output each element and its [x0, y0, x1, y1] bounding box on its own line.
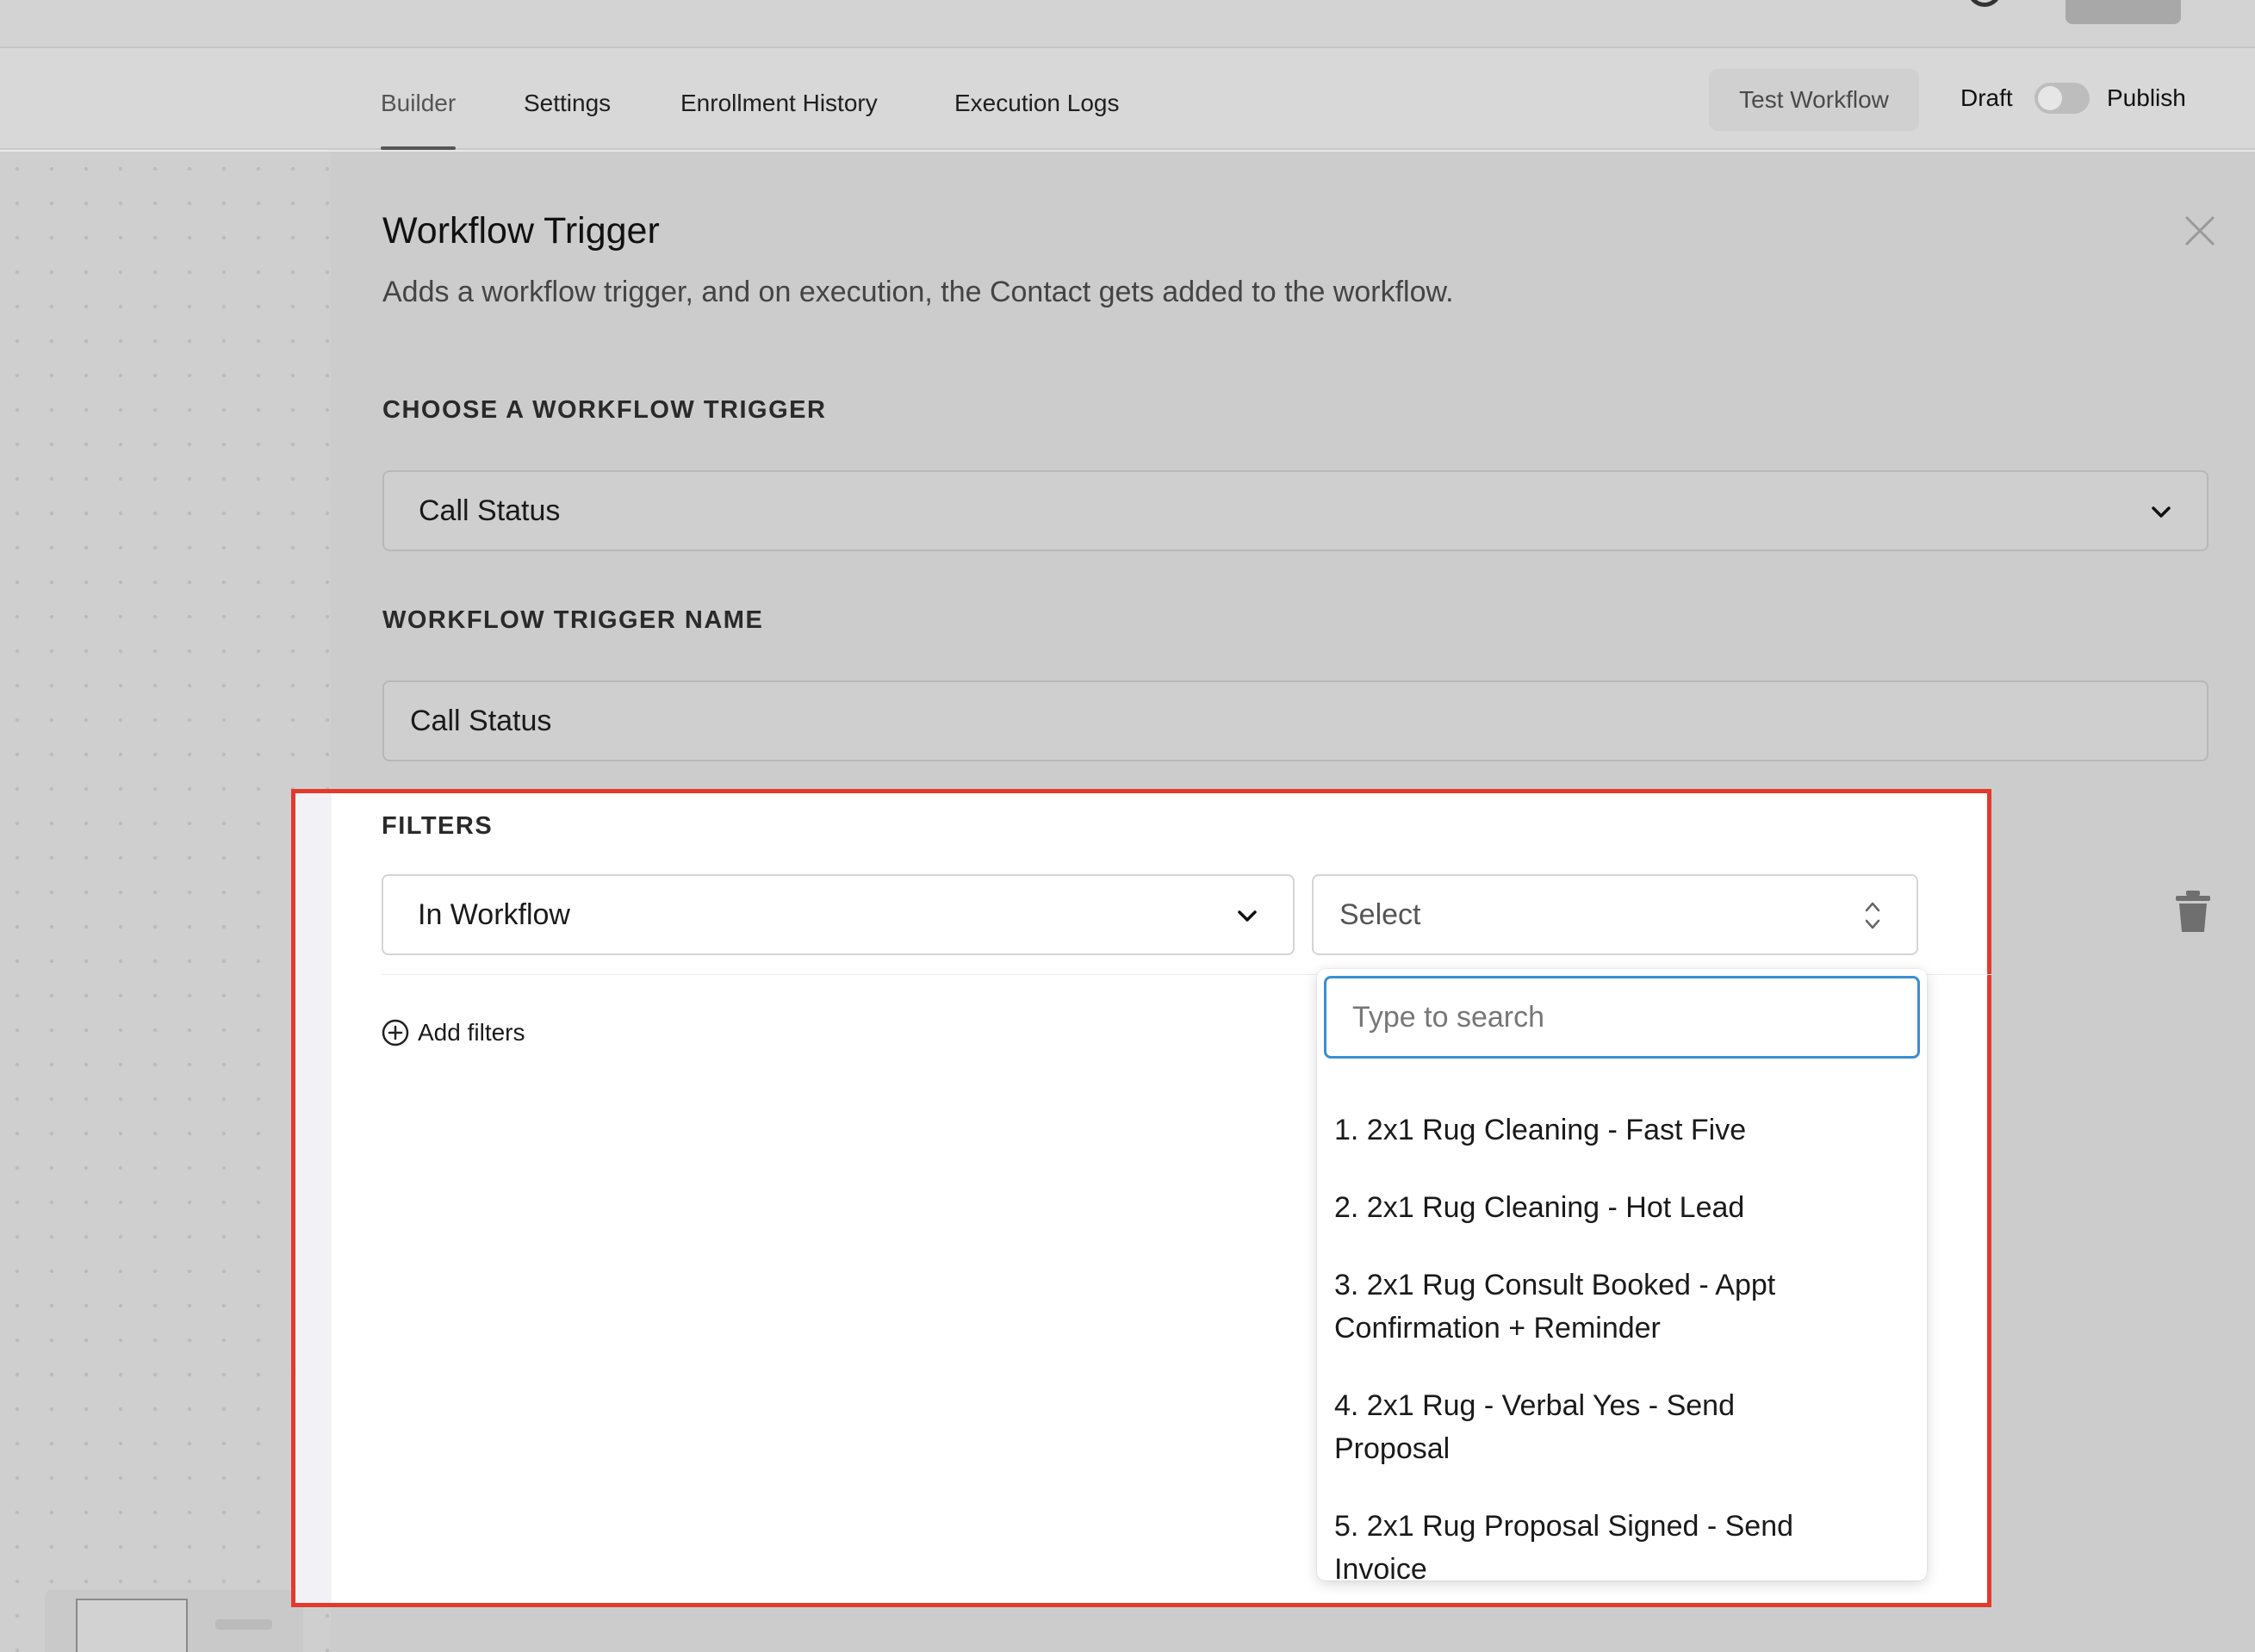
filters-label: FILTERS [382, 812, 494, 840]
workflow-tab-bar [0, 48, 2255, 150]
publish-label: Publish [2107, 84, 2186, 111]
tab-execution-logs[interactable]: Execution Logs [954, 90, 1120, 116]
dropdown-option[interactable]: 3. 2x1 Rug Consult Booked - Appt Confirmation + Reminder [1334, 1269, 1776, 1345]
close-icon[interactable] [2181, 212, 2219, 250]
filters-gutter [295, 793, 332, 1603]
workflow-canvas[interactable] [0, 152, 331, 1652]
trigger-select[interactable] [382, 470, 2208, 551]
sort-arrows-icon [1861, 898, 1884, 933]
add-filters-label: Add filters [418, 1019, 525, 1046]
trigger-name-label: WORKFLOW TRIGGER NAME [382, 606, 764, 634]
dropdown-search-input[interactable] [1324, 976, 1920, 1059]
filter-value-select[interactable] [1312, 874, 1918, 955]
tab-builder[interactable]: Builder [381, 90, 456, 150]
panel-subtitle: Adds a workflow trigger, and on execution, the Contact gets added to the workflow. [382, 276, 1454, 308]
publish-toggle[interactable] [2034, 83, 2090, 114]
trigger-select-value: Call Status [419, 494, 561, 527]
filter-field-value: In Workflow [418, 897, 570, 931]
minimap-viewport [76, 1599, 188, 1652]
trigger-name-input[interactable] [382, 680, 2208, 761]
trash-icon[interactable] [2174, 889, 2212, 934]
choose-trigger-label: CHOOSE A WORKFLOW TRIGGER [382, 396, 827, 424]
tab-settings[interactable]: Settings [524, 90, 612, 116]
draft-label: Draft [1960, 84, 2013, 111]
minimap-node [215, 1619, 272, 1630]
filters-section [291, 789, 1991, 1607]
tab-enrollment-history[interactable]: Enrollment History [680, 90, 878, 116]
dropdown-option[interactable]: 1. 2x1 Rug Cleaning - Fast Five [1334, 1114, 1747, 1146]
chevron-down-icon [2150, 501, 2172, 524]
dropdown-option[interactable]: 4. 2x1 Rug - Verbal Yes - Send Proposal [1334, 1389, 1735, 1465]
chevron-down-icon [1236, 905, 1258, 928]
plus-circle-icon [382, 1019, 409, 1046]
add-filters-button[interactable] [382, 1019, 525, 1046]
dropdown-option[interactable]: 2. 2x1 Rug Cleaning - Hot Lead [1334, 1191, 1745, 1224]
filter-value-placeholder: Select [1339, 897, 1421, 931]
top-app-bar [0, 0, 2255, 48]
dropdown-option[interactable]: 5. 2x1 Rug Proposal Signed - Send Invoice [1334, 1510, 1794, 1586]
canvas-minimap[interactable] [45, 1590, 303, 1652]
test-workflow-button[interactable]: Test Workflow [1709, 69, 1919, 131]
user-icon[interactable] [1967, 0, 2002, 7]
workflow-dropdown [1317, 969, 1927, 1586]
filter-field-select[interactable] [382, 874, 1295, 955]
panel-title: Workflow Trigger [382, 210, 660, 252]
toggle-knob [2038, 86, 2062, 110]
top-action-button[interactable] [2066, 0, 2181, 24]
